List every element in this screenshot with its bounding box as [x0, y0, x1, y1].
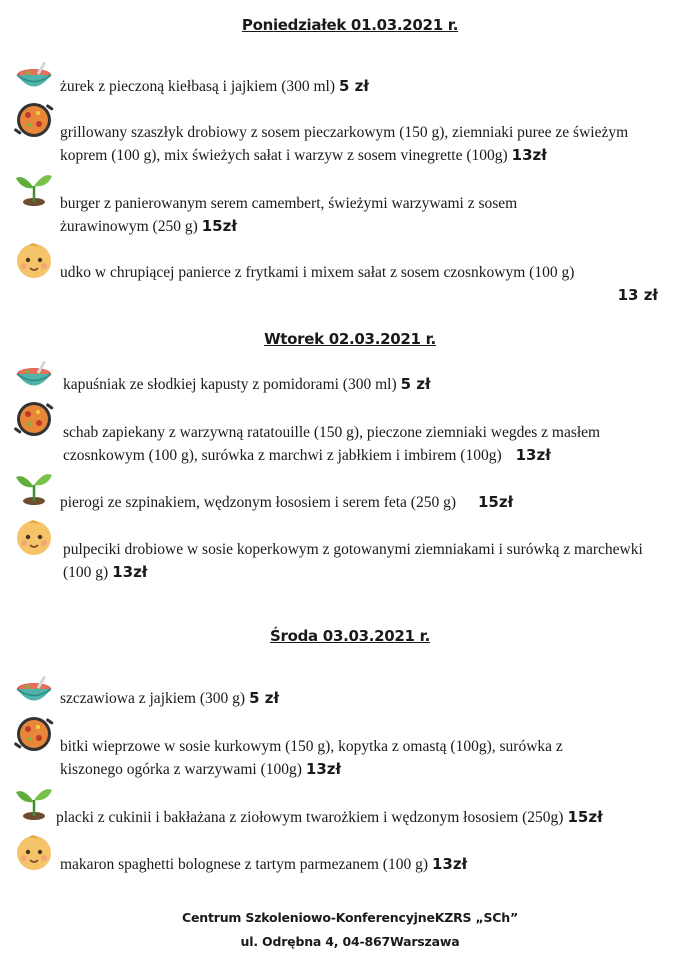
baby-face-icon — [14, 240, 54, 280]
dish-price: 5 zł — [339, 77, 369, 95]
dish-description: bitki wieprzowe w sosie kurkowym (150 g), kopytka z omastą (100g), surówka z kiszonego ogórka z warzywami (100g) — [60, 738, 563, 778]
menu-item — [14, 399, 686, 465]
menu-item — [14, 467, 686, 513]
dish-description: pulpeciki drobiowe w sosie koperkowym z gotowanymi ziemniakami i surówką z marchewki (100 g) — [63, 541, 643, 581]
soup-bowl-icon — [14, 58, 54, 98]
dish-description: makaron spaghetti bolognese z tartym parmezanem (100 g) — [60, 856, 428, 873]
dish-description: schab zapiekany z warzywną ratatouille (150 g), pieczone ziemniaki wegdes z masłem czosnkowym (100 g), surówka z marchwi z jabłkiem i imbirem (100g) — [63, 424, 601, 464]
dish-description: żurek z pieczoną kiełbasą i jajkiem (300 ml) — [60, 78, 336, 95]
dish-price: 15zł — [201, 217, 237, 235]
dish-price: 13zł — [515, 446, 551, 464]
paella-pan-icon — [14, 399, 54, 439]
dish-price: 5 zł — [249, 689, 280, 707]
dish-price: 5 zł — [400, 375, 431, 393]
seedling-icon — [14, 168, 54, 208]
dish-price: 13zł — [305, 760, 342, 778]
menu-item — [14, 100, 686, 166]
baby-face-icon — [14, 832, 54, 872]
seedling-icon — [14, 782, 54, 822]
day-heading-tuesday: Wtorek 02.03.2021 r. — [264, 330, 436, 348]
menu-item — [14, 517, 686, 587]
menu-item — [14, 832, 686, 878]
dish-description: udko w chrupiącej panierce z frytkami i mixem sałat z sosem czosnkowym (100 g) — [60, 264, 575, 281]
paella-pan-icon — [14, 714, 54, 754]
dish-description: grillowany szaszłyk drobiowy z sosem pieczarkowym (150 g), ziemniaki puree ze świeżym koprem (100 g), mix świeżych sałat i warzyw z sosem vinegrette (100g) — [60, 124, 629, 164]
menu-item — [14, 782, 686, 828]
dish-price: 13 zł — [617, 286, 658, 304]
seedling-icon — [14, 467, 54, 507]
menu-item — [14, 168, 686, 238]
menu-item — [14, 357, 686, 397]
dish-description: burger z panierowanym serem camembert, świeżymi warzywami z sosem żurawinowym (250 g) — [60, 195, 518, 235]
dish-description: placki z cukinii i bakłażana z ziołowym twarożkiem i wędzonym łososiem (250g) — [56, 809, 564, 826]
menu-item — [14, 58, 686, 98]
menu-item — [14, 240, 686, 310]
dish-description: pierogi ze szpinakiem, wędzonym łososiem i serem feta (250 g) — [60, 494, 456, 511]
soup-bowl-icon — [14, 672, 54, 712]
baby-face-icon — [14, 517, 54, 557]
dish-price: 15zł — [478, 493, 514, 511]
menu-item — [14, 714, 686, 780]
soup-bowl-icon — [14, 357, 54, 397]
footer-organization: Centrum Szkoleniowo-KonferencyjneKZRS „SCh” — [182, 910, 518, 925]
dish-description: szczawiowa z jajkiem (300 g) — [60, 690, 246, 707]
footer-address: ul. Odrębna 4, 04-867Warszawa — [240, 934, 460, 949]
dish-price: 13zł — [511, 146, 547, 164]
dish-description: kapuśniak ze słodkiej kapusty z pomidorami (300 ml) — [63, 376, 397, 393]
menu-item — [14, 672, 686, 712]
dish-price: 13zł — [432, 855, 468, 873]
day-heading-monday: Poniedziałek 01.03.2021 r. — [241, 16, 459, 34]
dish-price: 13zł — [112, 563, 148, 581]
dish-price: 15zł — [567, 808, 603, 826]
day-heading-wednesday: Środa 03.03.2021 r. — [270, 627, 430, 645]
paella-pan-icon — [14, 100, 54, 140]
